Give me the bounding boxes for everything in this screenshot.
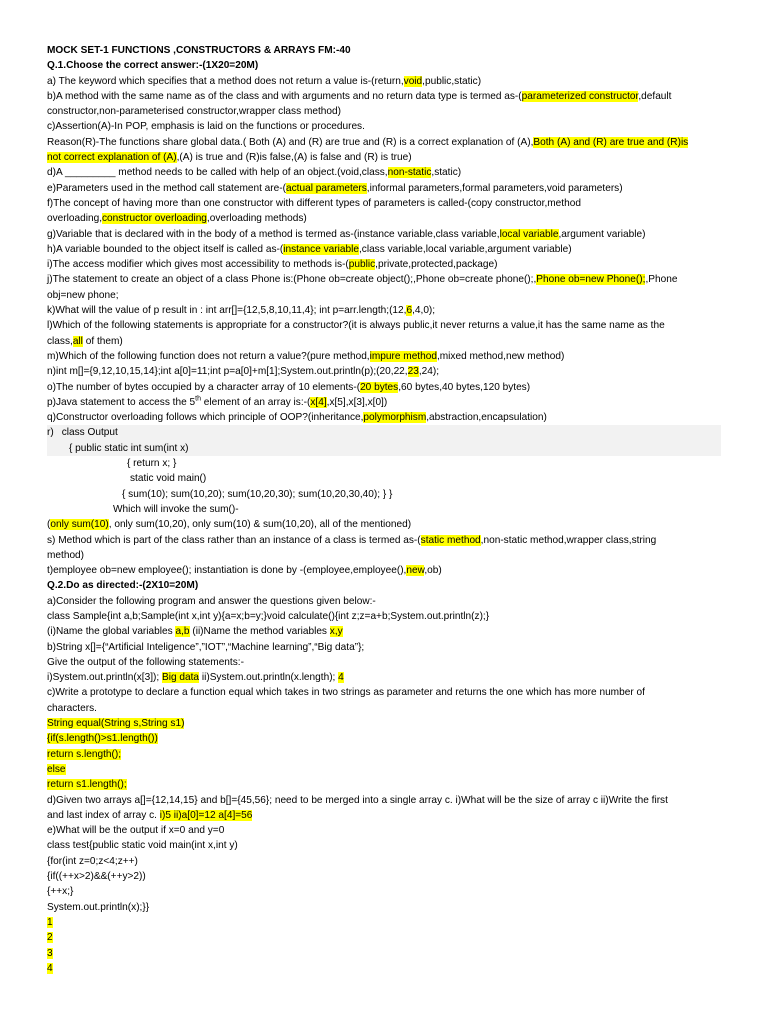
answer-highlight: x[4] (310, 396, 327, 408)
answer-highlight: static method (420, 534, 481, 546)
answer-highlight: Big data (162, 672, 200, 684)
q2-c-code-3: else (47, 763, 66, 775)
q2-e-code-0: class test{public static void main(int x,int y) (47, 840, 238, 852)
q1-r-code-block (47, 425, 721, 456)
q1-r-line1: r) class Output (47, 427, 118, 439)
q2-c-code-0: String equal(String s,String s1) (47, 718, 185, 730)
answer-highlight: actual parameters (286, 182, 367, 194)
answer-highlight: all (72, 335, 83, 347)
q2-e-code-4: System.out.println(x);}} (47, 901, 150, 913)
q2-c-code-4: return s1.length(); (47, 779, 127, 791)
q1-j-cont: obj=new phone; (47, 289, 119, 301)
q1-r-options: (only sum(10), only sum(10,20), only sum(10) & sum(10,20), all of the mentioned) (47, 519, 412, 531)
q1-m: m)Which of the following function does not return a value?(pure method,impure method,mixed method,new method) (47, 350, 565, 362)
answer-highlight: polymorphism (363, 412, 427, 424)
answer-highlight: new (406, 565, 425, 577)
q2-heading: Q.2.Do as directed:-(2X10=20M) (47, 580, 199, 592)
q1-r-line3: { return x; } (127, 458, 177, 470)
q2-e-code-3: {++x;} (47, 886, 74, 898)
q2-c-code-2: return s.length(); (47, 748, 122, 760)
q1-f: f)The concept of having more than one constructor with different types of parameters is called-(copy constructor,method (47, 197, 581, 209)
q2-b-line2: Give the output of the following statements:- (47, 656, 244, 668)
q1-b-cont: constructor,non-parameterised constructor,wrapper class method) (47, 106, 341, 118)
answer-highlight: instance variable (283, 243, 359, 255)
q1-s: s) Method which is part of the class rather than an instance of a class is termed as-(static method,non-static method,wrapper class,string (47, 534, 657, 546)
q1-c-assertion: c)Assertion(A)-In POP, emphasis is laid on the functions or procedures. (47, 121, 365, 133)
answer-highlight: 4 (338, 672, 344, 684)
q2-e-line1: e)What will be the output if x=0 and y=0 (47, 825, 225, 837)
q2-e-code-1: {for(int z=0;z<4;z++) (47, 855, 138, 867)
answer-highlight: x,y (329, 626, 343, 638)
answer-highlight: impure method (369, 350, 437, 362)
q2-e-answer-1: 2 (47, 932, 53, 944)
q1-n: n)int m[]={9,12,10,15,14};int a[0]=11;int p=a[0]+m[1];System.out.println(p);(20,22,23,24); (47, 366, 440, 378)
q2-c-line1: c)Write a prototype to declare a function equal which takes in two strings as parameter and returns the one which has more number of (47, 687, 645, 699)
q2-c-code-1: {if(s.length()>s1.length()) (47, 733, 158, 745)
q1-g: g)Variable that is declared with in the body of a method is termed as-(instance variable,class variable,local variable,argument variable) (47, 228, 646, 240)
q1-b: b)A method with the same name as of the class and with arguments and no return data type is termed as-(parameterized constructor,default (47, 90, 672, 102)
answer-highlight: non-static (387, 167, 432, 179)
q1-s-cont: method) (47, 549, 85, 561)
answer-highlight: 20 bytes (360, 381, 399, 393)
q1-i: i)The access modifier which gives most accessibility to methods is-(public,private,protected,package) (47, 259, 498, 271)
q1-r-line5: { sum(10); sum(10,20); sum(10,20,30); sum(10,20,30,40); } } (122, 488, 393, 500)
q1-l: l)Which of the following statements is appropriate for a constructor?(it is always public,it never returns a value,it has the same name as the (47, 320, 665, 332)
q2-e-answer-2: 3 (47, 947, 53, 959)
q1-j: j)The statement to create an object of a class Phone is:(Phone ob=create object();,Phone ob=create phone();,Phone ob=new Phone();,Phone (47, 274, 678, 286)
page-title: MOCK SET-1 FUNCTIONS ,CONSTRUCTORS & ARRAYS FM:-40 (47, 45, 351, 56)
q1-k: k)What will the value of p result in : int arr[]={12,5,8,10,11,4}; int p=arr.length;(12,6,4,0); (47, 305, 436, 317)
q2-b-answers: i)System.out.println(x[3]); Big data ii)System.out.println(x.length); 4 (47, 672, 344, 684)
q2-a-answers: (i)Name the global variables a,b (ii)Name the method variables x,y (47, 626, 343, 638)
q2-b-line1: b)String x[]={“Artificial Inteligence”,”IOT”,“Machine learning”,“Big data”}; (47, 641, 365, 653)
q1-o: o)The number of bytes occupied by a character array of 10 elements-(20 bytes,60 bytes,40 bytes,120 bytes) (47, 381, 531, 393)
q1-t: t)employee ob=new employee(); instantiation is done by -(employee,employee(),new,ob) (47, 565, 442, 577)
answer-highlight: i)5 ii)a[0]=12 a[4]=56 (159, 809, 253, 821)
q2-a-line1: a)Consider the following program and answer the questions given below:- (47, 595, 376, 607)
q1-q: q)Constructor overloading follows which principle of OOP?(inheritance,polymorphism,abstraction,encapsulation) (47, 412, 547, 424)
answer-highlight: void (403, 75, 423, 87)
q2-d-line1: d)Given two arrays a[]={12,14,15} and b[]={45,56}; need to be merged into a single array c. i)What will be the size of array c ii)Write the first (47, 794, 668, 806)
q1-f-cont: overloading,constructor overloading,overloading methods) (47, 213, 307, 225)
q1-c-reason: Reason(R)-The functions share global data.( Both (A) and (R) are true and (R) is a correct explanation of (A),Both (A) and (R) are true and (R)is (47, 136, 689, 148)
answer-highlight: public (348, 259, 376, 271)
q1-l-cont: class,all of them) (47, 335, 123, 347)
q1-r-line4: static void main() (130, 473, 207, 485)
q1-h: h)A variable bounded to the object itself is called as-(instance variable,class variable,local variable,argument variable) (47, 243, 572, 255)
answer-highlight: Both (A) and (R) are true and (R)is (533, 136, 689, 148)
q1-r-line6: Which will invoke the sum()- (113, 503, 239, 515)
q1-e: e)Parameters used in the method call statement are-(actual parameters,informal parameters,formal parameters,void parameters) (47, 182, 623, 194)
answer-highlight: a,b (175, 626, 190, 638)
answer-highlight: only sum(10) (50, 519, 109, 531)
answer-highlight: not correct explanation of (A) (47, 152, 177, 164)
q1-d: d)A _________ method needs to be called with help of an object.(void,class,non-static,static) (47, 167, 462, 179)
q2-e-answer-0: 1 (47, 916, 53, 928)
answer-highlight: 6 (406, 305, 413, 317)
answer-highlight: 23 (407, 366, 419, 378)
q1-p: p)Java statement to access the 5th element of an array is:-(x[4],x[5],x[3],x[0]) (47, 395, 388, 408)
q1-c-cont: not correct explanation of (A),(A) is true and (R)is false,(A) is false and (R) is true) (47, 152, 412, 164)
answer-highlight: Phone ob=new Phone(); (536, 274, 646, 286)
q2-a-line2: class Sample{int a,b;Sample(int x,int y){a=x;b=y;}void calculate(){int z;z=a+b;System.out.println(z);} (47, 610, 490, 622)
answer-highlight: parameterized constructor (521, 90, 639, 102)
q2-c-line2: characters. (47, 702, 97, 714)
q2-d-line2: and last index of array c. i)5 ii)a[0]=12 a[4]=56 (47, 809, 253, 821)
q2-e-code-2: {if((++x>2)&&(++y>2)) (47, 871, 146, 883)
q1-r-line2: { public static int sum(int x) (69, 442, 189, 454)
answer-highlight: local variable (499, 228, 559, 240)
answer-highlight: constructor overloading (102, 213, 207, 225)
q2-e-answer-3: 4 (47, 962, 53, 974)
q1-a: a) The keyword which specifies that a method does not return a value is-(return,void,public,static) (47, 75, 482, 87)
q1-heading: Q.1.Choose the correct answer:-(1X20=20M) (47, 60, 259, 72)
